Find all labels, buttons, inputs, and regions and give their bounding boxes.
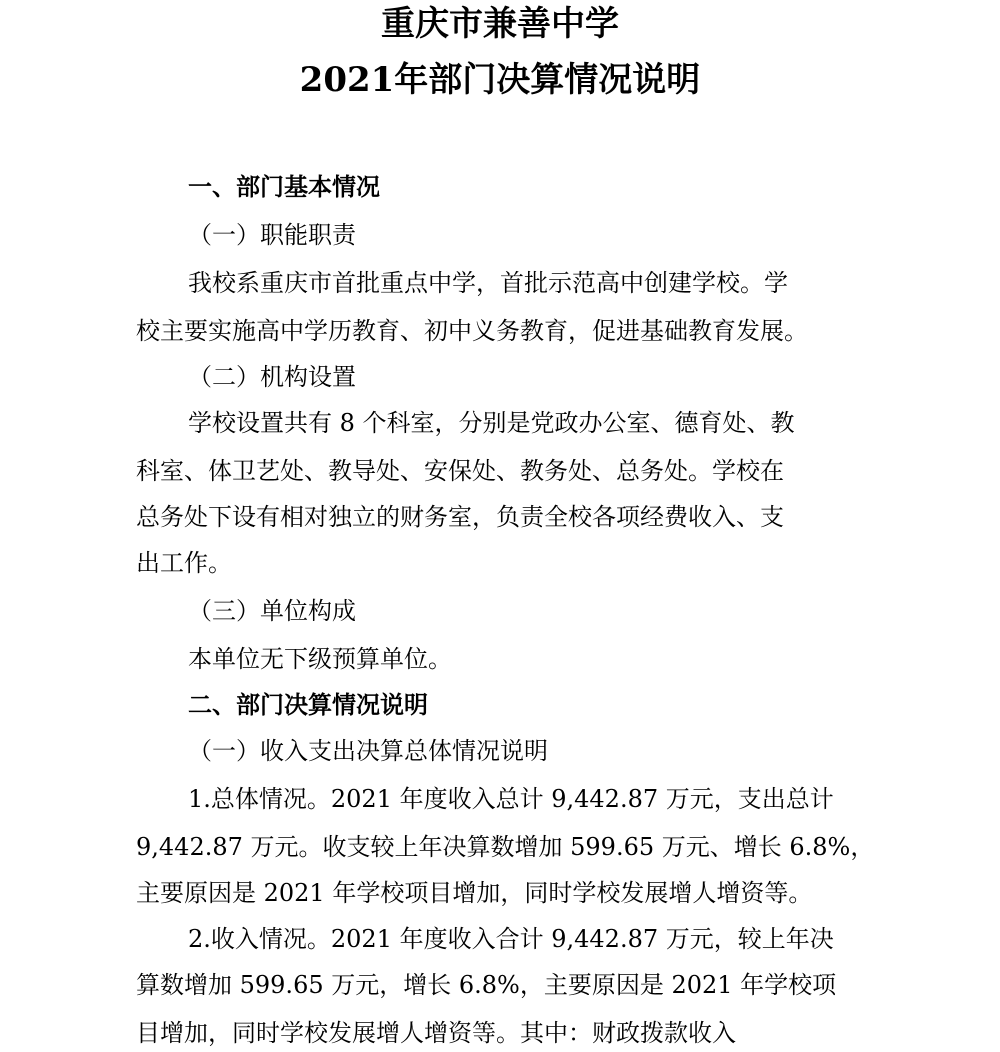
- document-title-report: 2021年部门决算情况说明: [299, 60, 701, 100]
- paragraph-line: 本单位无下级预算单位。: [188, 645, 452, 673]
- paragraph-line: 科室、体卫艺处、教导处、安保处、教务处、总务处。学校在: [136, 457, 784, 485]
- paragraph-line: 9,442.87 万元。收支较上年决算数增加 599.65 万元、增长 6.8%，: [136, 833, 875, 861]
- paragraph-line: 1.总体情况。2021 年度收入总计 9,442.87 万元，支出总计: [188, 785, 834, 813]
- subsection-heading-organization: （二）机构设置: [188, 363, 356, 391]
- paragraph-line: 我校系重庆市首批重点中学，首批示范高中创建学校。学: [188, 269, 788, 297]
- section-heading-basic-info: 一、部门基本情况: [188, 173, 380, 201]
- paragraph-line: 校主要实施高中学历教育、初中义务教育，促进基础教育发展。: [136, 317, 808, 345]
- paragraph-line: 学校设置共有 8 个科室，分别是党政办公室、德育处、教: [188, 409, 795, 437]
- section-heading-final-accounts: 二、部门决算情况说明: [188, 691, 428, 719]
- paragraph-line: 算数增加 599.65 万元，增长 6.8%，主要原因是 2021 年学校项: [136, 971, 837, 999]
- subsection-heading-functions: （一）职能职责: [188, 221, 356, 249]
- paragraph-line: 2.收入情况。2021 年度收入合计 9,442.87 万元，较上年决: [188, 925, 834, 953]
- document-title-school: 重庆市兼善中学: [381, 4, 619, 44]
- paragraph-line: 出工作。: [136, 549, 232, 577]
- paragraph-line: 主要原因是 2021 年学校项目增加，同时学校发展增人增资等。: [136, 879, 813, 907]
- paragraph-line: 目增加，同时学校发展增人增资等。其中：财政拨款收入: [136, 1019, 736, 1047]
- subsection-heading-composition: （三）单位构成: [188, 597, 356, 625]
- paragraph-line: 总务处下设有相对独立的财务室，负责全校各项经费收入、支: [136, 503, 784, 531]
- subsection-heading-income-expense: （一）收入支出决算总体情况说明: [188, 737, 548, 765]
